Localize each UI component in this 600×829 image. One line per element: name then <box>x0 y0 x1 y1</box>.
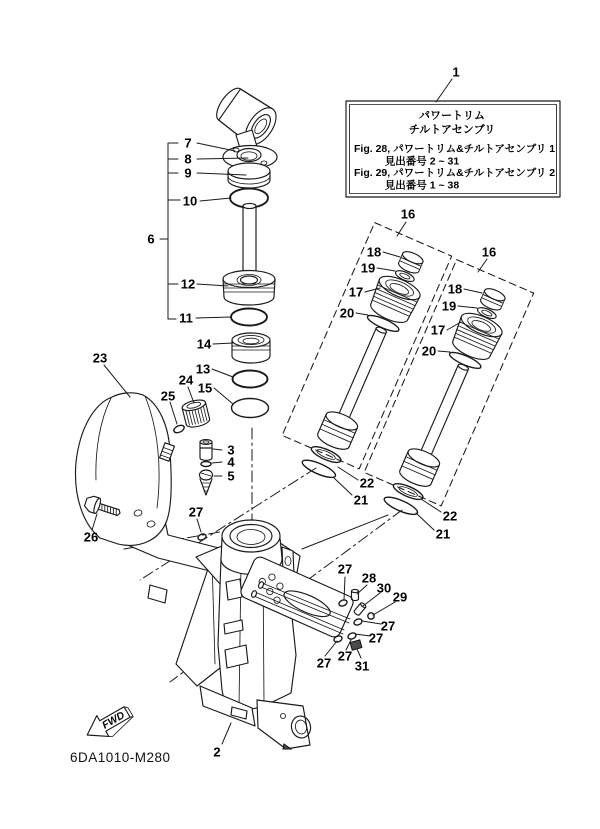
callout-part-2: 2 <box>213 744 221 760</box>
callout-part-13: 13 <box>195 361 211 377</box>
o-ring-15 <box>232 399 269 418</box>
callout-part-27: 27 <box>368 630 384 646</box>
callout-part-1: 1 <box>452 64 460 80</box>
callout-part-22: 22 <box>359 475 375 491</box>
info-box-title-2: チルトアセンブリ <box>408 124 496 136</box>
o-ring-25 <box>173 424 186 434</box>
callout-part-27: 27 <box>337 561 353 577</box>
callout-part-17: 17 <box>348 284 364 300</box>
callout-part-3: 3 <box>227 442 235 458</box>
callout-part-16: 16 <box>400 206 416 222</box>
o-ring-11 <box>231 309 267 326</box>
washer-stack-9 <box>228 163 270 179</box>
o-ring-13 <box>233 371 268 388</box>
callout-part-8: 8 <box>184 151 192 167</box>
callout-part-14: 14 <box>196 336 212 352</box>
o-ring-4 <box>201 462 211 467</box>
callout-part-18: 18 <box>366 244 382 260</box>
drawing-code: 6DA1010-M280 <box>70 750 171 765</box>
o-ring-27 <box>353 618 363 626</box>
callout-part-19: 19 <box>441 298 457 314</box>
callout-part-27: 27 <box>380 618 396 634</box>
callout-part-21: 21 <box>435 526 451 542</box>
callout-part-21: 21 <box>353 492 369 508</box>
callout-part-23: 23 <box>92 350 108 366</box>
callout-part-5: 5 <box>227 468 235 484</box>
callout-part-16: 16 <box>481 244 497 260</box>
callout-part-28: 28 <box>361 570 377 586</box>
tilt-piston-12 <box>223 271 275 306</box>
info-box <box>346 101 560 197</box>
o-ring-27 <box>347 632 357 640</box>
bracket-foot <box>257 700 310 749</box>
ring-29 <box>368 613 374 619</box>
tilt-rod-6 <box>243 206 256 272</box>
callout-part-4: 4 <box>227 454 235 470</box>
callout-part-25: 25 <box>160 388 176 404</box>
label-bracket-line <box>160 143 180 319</box>
callout-part-17: 17 <box>430 322 446 338</box>
callout-part-12: 12 <box>180 276 196 292</box>
callout-part-19: 19 <box>360 260 376 276</box>
fwd-label: FWD <box>100 709 127 732</box>
callout-part-15: 15 <box>197 380 213 396</box>
o-ring-27 <box>197 533 207 541</box>
callout-part-20: 20 <box>339 305 355 321</box>
pin-30 <box>353 602 366 616</box>
info-box-fig29-range: 見出番号 1 ~ 38 <box>384 179 460 192</box>
callout-part-24: 24 <box>178 372 194 388</box>
callout-part-20: 20 <box>421 343 437 359</box>
callout-part-22: 22 <box>442 508 458 524</box>
info-box-fig29: Fig. 29, パワートリム&チルトアセンブリ 2 <box>354 167 556 179</box>
callout-part-31: 31 <box>354 658 370 674</box>
info-box-title-1: パワートリム <box>419 110 485 122</box>
callout-part-30: 30 <box>376 580 392 596</box>
callout-part-18: 18 <box>447 281 463 297</box>
reservoir-cap-24 <box>181 398 211 429</box>
valve-3 <box>200 440 212 461</box>
callout-part-6: 6 <box>147 231 155 247</box>
info-box-fig28-range: 見出番号 2 ~ 31 <box>384 155 460 168</box>
fwd-arrow-icon <box>81 700 136 747</box>
callout-part-10: 10 <box>182 193 198 209</box>
info-box-fig28: Fig. 28, パワートリム&チルトアセンブリ 1 <box>354 143 556 155</box>
callout-part-27: 27 <box>188 504 204 520</box>
callout-part-27: 27 <box>316 655 332 671</box>
needle-valve-5 <box>200 470 213 495</box>
callout-part-26: 26 <box>83 529 99 545</box>
callout-part-27: 27 <box>337 648 353 664</box>
bushing-14 <box>232 333 270 363</box>
callout-part-11: 11 <box>179 310 193 326</box>
tilt-cylinder-assembly <box>211 82 283 417</box>
motor-housing-dome <box>75 393 171 546</box>
callout-part-7: 7 <box>184 135 192 151</box>
callout-part-9: 9 <box>184 165 192 181</box>
callout-part-29: 29 <box>392 589 408 605</box>
